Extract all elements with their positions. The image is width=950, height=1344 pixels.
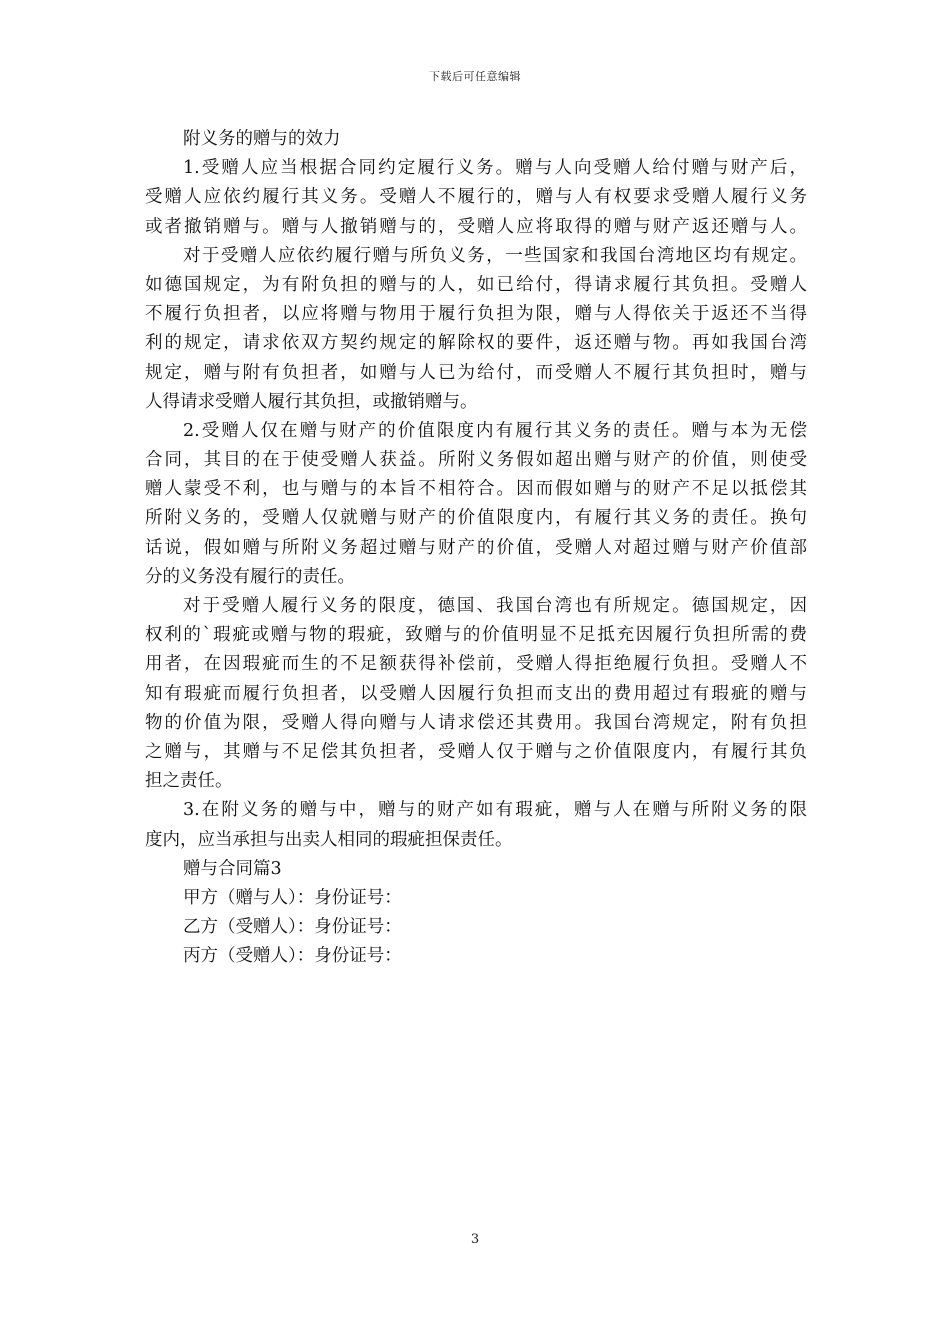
- paragraph-line: 话说，假如赠与所附义务超过赠与财产的价值，受赠人对超过赠与财产价值部: [145, 537, 807, 558]
- paragraph-line: 分的义务没有履行的责任。: [145, 566, 355, 587]
- paragraph-line: 所附义务的，受赠人仅就赠与财产的价值限度内，有履行其义务的责任。换句: [145, 508, 807, 529]
- paragraph-line: 合同，其目的在于使受赠人获益。所附义务假如超出赠与财产的价值，则使受: [145, 450, 807, 471]
- paragraph-line: 受赠人应依约履行其义务。受赠人不履行的，赠与人有权要求受赠人履行义务: [145, 187, 807, 208]
- party-a-line: 甲方（赠与人）：身份证号：: [183, 887, 402, 908]
- document-body: [145, 125, 807, 971]
- paragraph-line: 对于受赠人履行义务的限度，德国、我国台湾也有所规定。德国规定，因: [183, 596, 807, 616]
- paragraph-line: 赠人蒙受不利，也与赠与的本旨不相符合。因而假如赠与的财产不足以抵偿其: [145, 479, 807, 500]
- party-c-line: 丙方（受赠人）：身份证号：: [183, 946, 402, 967]
- paragraph-line: 利的规定，请求依双方契约规定的解除权的要件，返还赠与物。再如我国台湾: [145, 333, 807, 354]
- page-number: 3: [470, 1232, 480, 1247]
- page-header: 下载后可任意编辑: [429, 70, 521, 83]
- paragraph-line: 1.受赠人应当根据合同约定履行义务。赠与人向受赠人给付赠与财产后，: [183, 158, 807, 179]
- paragraph-line: 度内，应当承担与出卖人相同的瑕疵担保责任。: [145, 829, 513, 850]
- paragraph-line: 不履行负担者，以应将赠与物用于履行负担为限，赠与人得依关于返还不当得: [145, 304, 807, 325]
- paragraph-line: 2.受赠人仅在赠与财产的价值限度内有履行其义务的责任。赠与本为无偿: [183, 420, 807, 441]
- section-heading: 附义务的赠与的效力: [183, 129, 341, 149]
- paragraph-line: 如德国规定，为有附负担的赠与的人，如已给付，得请求履行其负担。受赠人: [145, 274, 807, 295]
- paragraph-line: 3.在附义务的赠与中，赠与的财产如有瑕疵，赠与人在赠与所附义务的限: [183, 800, 807, 821]
- paragraph-line: 物的价值为限，受赠人得向赠与人请求偿还其费用。我国台湾规定，附有负担: [145, 712, 807, 733]
- paragraph-line: 知有瑕疵而履行负担者，以受赠人因履行负担而支出的费用超过有瑕疵的赠与: [145, 683, 807, 704]
- paragraph-line: 规定，赠与附有负担者，如赠与人已为给付，而受赠人不履行其负担时，赠与: [145, 362, 807, 383]
- paragraph-line: 或者撤销赠与。赠与人撤销赠与的，受赠人应将取得的赠与财产返还赠与人。: [145, 216, 807, 237]
- paragraph-line: 对于受赠人应依约履行赠与所负义务，一些国家和我国台湾地区均有规定。: [183, 245, 807, 266]
- paragraph-line: 人得请求受赠人履行其负担，或撤销赠与。: [145, 391, 478, 412]
- paragraph-line: 用者，在因瑕疵而生的不足额获得补偿前，受赠人得拒绝履行负担。受赠人不: [145, 654, 807, 675]
- paragraph-line: 之赠与，其赠与不足偿其负担者，受赠人仅于赠与之价值限度内，有履行其负: [145, 741, 807, 762]
- contract-title: 赠与合同篇3: [183, 858, 282, 879]
- paragraph-line: 担之责任。: [145, 771, 233, 792]
- party-b-line: 乙方（受赠人）：身份证号：: [183, 917, 402, 938]
- paragraph-line: 权利的`瑕疵或赠与物的瑕疵，致赠与的价值明显不足抵充因履行负担所需的费: [145, 625, 807, 646]
